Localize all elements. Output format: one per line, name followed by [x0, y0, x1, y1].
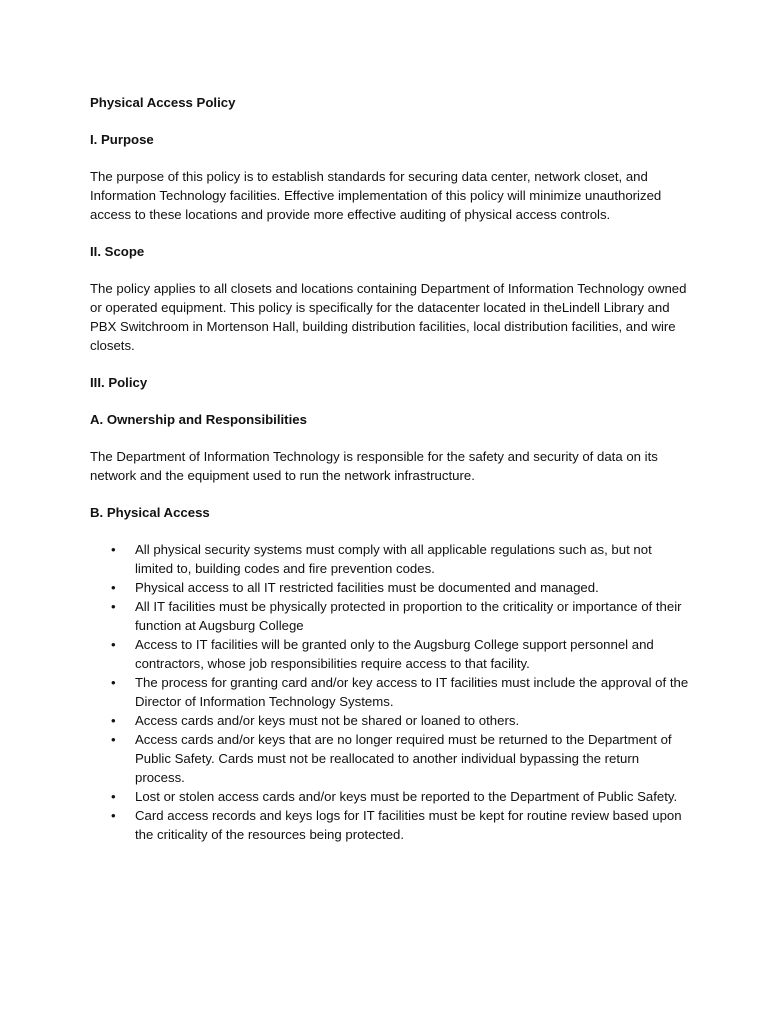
list-item: [90, 597, 690, 635]
list-item-text: Access to IT facilities will be granted only to the Augsburg College support personnel and contractors, whose job responsibilities require access to that facility.: [135, 637, 654, 671]
purpose-heading: I. Purpose: [90, 132, 154, 147]
document-title: Physical Access Policy: [90, 95, 236, 110]
list-item-text: Lost or stolen access cards and/or keys must be reported to the Department of Public Safety.: [135, 789, 678, 804]
list-item-text: Access cards and/or keys must not be shared or loaned to others.: [135, 713, 520, 728]
bullet-icon: •: [111, 789, 116, 804]
bullet-icon: •: [111, 808, 116, 823]
scope-paragraph: The policy applies to all closets and locations containing Department of Information Technology owned or operated equipment. This policy is specifically for the datacenter located in theLindell Library and PBX Switchroom in Mortenson Hall, building distribution facilities, local distribution facilities, and wire closets.: [90, 281, 687, 353]
list-item: [90, 806, 690, 844]
list-item: [90, 730, 690, 787]
bullet-icon: •: [111, 713, 116, 728]
bullet-icon: •: [111, 599, 116, 614]
list-item: [90, 787, 690, 806]
scope-heading: II. Scope: [90, 244, 145, 259]
list-item-text: All physical security systems must comply with all applicable regulations such as, but not limited to, building codes and fire prevention codes.: [135, 542, 652, 576]
ownership-paragraph: The Department of Information Technology is responsible for the safety and security of data on its network and the equipment used to run the network infrastructure.: [90, 449, 658, 483]
list-item-text: All IT facilities must be physically protected in proportion to the criticality or importance of their function at Augsburg College: [135, 599, 682, 633]
list-item-text: Physical access to all IT restricted facilities must be documented and managed.: [135, 580, 599, 595]
bullet-icon: •: [111, 637, 116, 652]
list-item: [90, 711, 690, 730]
bullet-icon: •: [111, 580, 116, 595]
list-item: [90, 578, 690, 597]
bullet-icon: •: [111, 732, 116, 747]
list-item: [90, 673, 690, 711]
physical-access-list: [90, 540, 690, 844]
policy-heading: III. Policy: [90, 375, 148, 390]
list-item: [90, 635, 690, 673]
document-page: [90, 93, 690, 844]
list-item-text: Access cards and/or keys that are no longer required must be returned to the Department of Public Safety. Cards must not be reallocated to another individual bypassing the return process.: [135, 732, 672, 785]
bullet-icon: •: [111, 542, 116, 557]
bullet-icon: •: [111, 675, 116, 690]
ownership-heading: A. Ownership and Responsibilities: [90, 412, 307, 427]
list-item-text: Card access records and keys logs for IT facilities must be kept for routine review based upon the criticality of the resources being protected.: [135, 808, 682, 842]
list-item: [90, 540, 690, 578]
purpose-paragraph: The purpose of this policy is to establish standards for securing data center, network closet, and Information Technology facilities. Effective implementation of this policy will minimize unauthorized access to these locations and provide more effective auditing of physical access controls.: [90, 169, 662, 222]
list-item-text: The process for granting card and/or key access to IT facilities must include the approval of the Director of Information Technology Systems.: [135, 675, 689, 709]
physical-access-heading: B. Physical Access: [90, 505, 210, 520]
